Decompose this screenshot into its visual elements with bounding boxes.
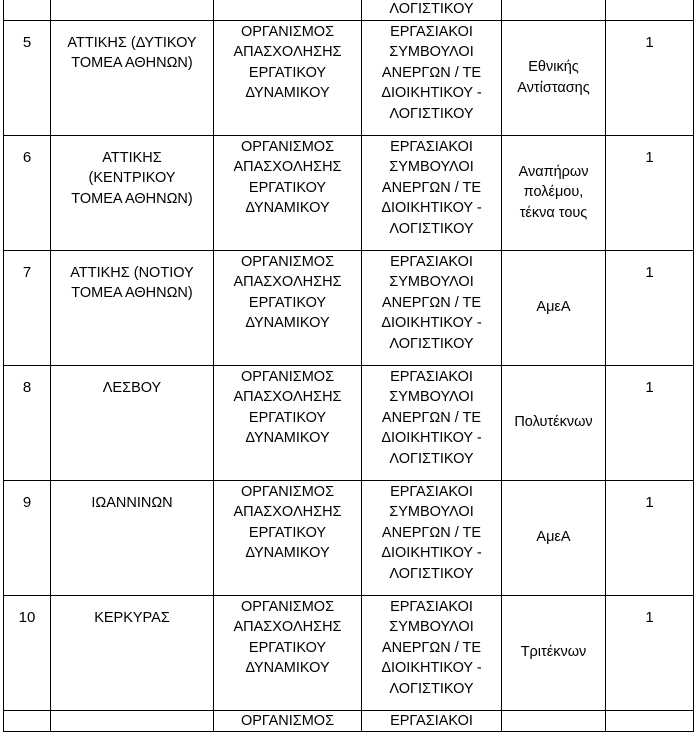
- organization-cell: [214, 595, 362, 710]
- category-cell-line: ΑμεΑ: [536, 299, 571, 316]
- specialty-cell: [362, 710, 502, 732]
- specialty-cell: [362, 365, 502, 480]
- count-cell: 1: [606, 135, 694, 250]
- category-cell-line: τέκνα τους: [519, 204, 588, 221]
- specialty-tail-text: ΛΟΓΙΣΤΙΚΟΥ: [389, 1, 474, 17]
- organization-cell-line: ΑΠΑΣΧΟΛΗΣΗΣ: [233, 44, 342, 60]
- count-cell: [606, 710, 694, 732]
- organization-cell-line: ΕΡΓΑΤΙΚΟΥ: [248, 294, 327, 311]
- category-cell: [502, 595, 606, 710]
- specialty-cell-line: ΕΡΓΑΣΙΑΚΟΙ: [390, 368, 473, 385]
- category-cell: [502, 365, 606, 480]
- organization-cell-line: ΔΥΝΑΜΙΚΟΥ: [245, 85, 330, 101]
- specialty-cell: [362, 0, 502, 20]
- region-cell: [51, 135, 214, 250]
- region-cell-line: ΑΤΤΙΚΗΣ (ΔΥΤΙΚΟΥ: [67, 34, 197, 51]
- organization-cell-line: ΑΠΑΣΧΟΛΗΣΗΣ: [233, 159, 342, 175]
- specialty-cell-line: ΔΙΟΙΚΗΤΙΚΟΥ -: [381, 200, 482, 216]
- positions-table: [3, 0, 694, 732]
- specialty-cell-line: ΔΙΟΙΚΗΤΙΚΟΥ -: [381, 315, 482, 331]
- specialty-cell-line: ΑΝΕΡΓΩΝ / ΤΕ: [381, 524, 482, 541]
- category-cell-line: Τριτέκνων: [520, 644, 587, 661]
- specialty-cell-line: ΑΝΕΡΓΩΝ / ΤΕ: [381, 179, 482, 196]
- category-cell: [502, 0, 606, 20]
- region-cell-line: ΚΕΡΚΥΡΑΣ: [94, 609, 170, 626]
- specialty-cell-line: ΛΟΓΙΣΤΙΚΟΥ: [389, 565, 474, 582]
- specialty-cell-head-text: ΕΡΓΑΣΙΑΚΟΙ: [390, 712, 473, 729]
- organization-cell-line: ΑΠΑΣΧΟΛΗΣΗΣ: [233, 274, 342, 290]
- specialty-cell-line: ΕΡΓΑΣΙΑΚΟΙ: [390, 23, 473, 40]
- region-cell: [51, 480, 214, 595]
- specialty-cell-line: ΛΟΓΙΣΤΙΚΟΥ: [389, 105, 474, 122]
- row-number: 10: [4, 595, 51, 710]
- table-row-partial-bottom: [4, 710, 694, 732]
- region-cell-line: ΤΟΜΕΑ ΑΘΗΝΩΝ): [71, 55, 193, 71]
- specialty-cell-line: ΣΥΜΒΟΥΛΟΙ: [389, 159, 474, 175]
- specialty-cell-line: ΛΟΓΙΣΤΙΚΟΥ: [389, 680, 474, 697]
- specialty-cell-line: ΛΟΓΙΣΤΙΚΟΥ: [389, 450, 474, 467]
- table-body: [4, 0, 694, 732]
- region-cell-line: ΤΟΜΕΑ ΑΘΗΝΩΝ): [71, 190, 193, 207]
- category-cell-line: Πολυτέκνων: [514, 414, 593, 431]
- num-cell: [4, 710, 51, 732]
- organization-cell-line: ΟΡΓΑΝΙΣΜΟΣ: [240, 368, 335, 385]
- specialty-cell-line: ΑΝΕΡΓΩΝ / ΤΕ: [381, 294, 482, 311]
- organization-cell-line: ΕΡΓΑΤΙΚΟΥ: [248, 409, 327, 426]
- region-cell-line: (ΚΕΝΤΡΙΚΟΥ: [88, 170, 176, 186]
- category-cell-line: πολέμου,: [523, 184, 584, 201]
- organization-cell: [214, 135, 362, 250]
- organization-cell: [214, 0, 362, 20]
- count-cell: 1: [606, 595, 694, 710]
- organization-cell-line: ΕΡΓΑΤΙΚΟΥ: [248, 639, 327, 656]
- num-cell: [4, 0, 51, 20]
- specialty-cell: [362, 20, 502, 135]
- specialty-cell-line: ΔΙΟΙΚΗΤΙΚΟΥ -: [381, 430, 482, 446]
- count-cell: 1: [606, 480, 694, 595]
- category-cell: [502, 710, 606, 732]
- table-row: [4, 20, 694, 135]
- region-cell-line: ΑΤΤΙΚΗΣ: [102, 149, 162, 166]
- organization-cell-line: ΔΥΝΑΜΙΚΟΥ: [245, 660, 330, 676]
- organization-cell: [214, 250, 362, 365]
- table-row: [4, 365, 694, 480]
- organization-cell-line: ΟΡΓΑΝΙΣΜΟΣ: [240, 23, 335, 40]
- specialty-cell-line: ΣΥΜΒΟΥΛΟΙ: [389, 44, 474, 60]
- table-row-partial-top: [4, 0, 694, 20]
- specialty-cell-line: ΕΡΓΑΣΙΑΚΟΙ: [390, 253, 473, 270]
- organization-cell-head-text: ΟΡΓΑΝΙΣΜΟΣ: [240, 712, 335, 729]
- category-cell-line: Εθνικής: [528, 59, 579, 75]
- table-row: [4, 595, 694, 710]
- organization-cell-line: ΕΡΓΑΤΙΚΟΥ: [248, 524, 327, 541]
- organization-cell-line: ΟΡΓΑΝΙΣΜΟΣ: [240, 598, 335, 615]
- category-cell: [502, 135, 606, 250]
- specialty-cell-line: ΕΡΓΑΣΙΑΚΟΙ: [390, 138, 473, 155]
- row-number: 5: [4, 20, 51, 135]
- organization-cell-line: ΟΡΓΑΝΙΣΜΟΣ: [240, 483, 335, 500]
- specialty-cell-line: ΕΡΓΑΣΙΑΚΟΙ: [390, 598, 473, 615]
- specialty-cell-line: ΔΙΟΙΚΗΤΙΚΟΥ -: [381, 85, 482, 101]
- organization-cell-line: ΟΡΓΑΝΙΣΜΟΣ: [240, 253, 335, 270]
- table-row: [4, 250, 694, 365]
- region-cell: [51, 595, 214, 710]
- organization-cell-line: ΕΡΓΑΤΙΚΟΥ: [248, 64, 327, 81]
- category-cell: [502, 250, 606, 365]
- organization-cell-line: ΑΠΑΣΧΟΛΗΣΗΣ: [233, 619, 342, 635]
- organization-cell-line: ΔΥΝΑΜΙΚΟΥ: [245, 315, 330, 331]
- category-cell: [502, 20, 606, 135]
- organization-cell-line: ΑΠΑΣΧΟΛΗΣΗΣ: [233, 504, 342, 520]
- specialty-cell-line: ΑΝΕΡΓΩΝ / ΤΕ: [381, 639, 482, 656]
- organization-cell: [214, 20, 362, 135]
- category-cell-line: Αντίστασης: [517, 79, 590, 96]
- specialty-cell-line: ΣΥΜΒΟΥΛΟΙ: [389, 504, 474, 520]
- specialty-cell-line: ΑΝΕΡΓΩΝ / ΤΕ: [381, 64, 482, 81]
- organization-cell-line: ΔΥΝΑΜΙΚΟΥ: [245, 545, 330, 561]
- organization-cell: [214, 710, 362, 732]
- table-row: [4, 135, 694, 250]
- row-number: 9: [4, 480, 51, 595]
- region-cell: [51, 0, 214, 20]
- organization-cell-line: ΕΡΓΑΤΙΚΟΥ: [248, 179, 327, 196]
- organization-cell: [214, 365, 362, 480]
- region-cell-line: ΑΤΤΙΚΗΣ (ΝΟΤΙΟΥ: [70, 264, 194, 281]
- count-cell: 1: [606, 20, 694, 135]
- specialty-cell-line: ΣΥΜΒΟΥΛΟΙ: [389, 619, 474, 635]
- organization-cell-line: ΟΡΓΑΝΙΣΜΟΣ: [240, 138, 335, 155]
- category-cell-line: Αναπήρων: [518, 163, 589, 180]
- specialty-cell-line: ΛΟΓΙΣΤΙΚΟΥ: [389, 220, 474, 237]
- count-cell: [606, 0, 694, 20]
- specialty-cell: [362, 135, 502, 250]
- region-cell: [51, 20, 214, 135]
- specialty-cell-line: ΑΝΕΡΓΩΝ / ΤΕ: [381, 409, 482, 426]
- category-cell-line: ΑμεΑ: [536, 529, 571, 546]
- organization-cell-line: ΑΠΑΣΧΟΛΗΣΗΣ: [233, 389, 342, 405]
- region-cell: [51, 710, 214, 732]
- region-cell: [51, 250, 214, 365]
- specialty-cell: [362, 595, 502, 710]
- row-number: 8: [4, 365, 51, 480]
- region-cell-line: ΛΕΣΒΟΥ: [102, 379, 162, 396]
- table-row: [4, 480, 694, 595]
- count-cell: 1: [606, 250, 694, 365]
- specialty-cell-line: ΕΡΓΑΣΙΑΚΟΙ: [390, 483, 473, 500]
- specialty-cell-line: ΛΟΓΙΣΤΙΚΟΥ: [389, 335, 474, 352]
- specialty-cell: [362, 480, 502, 595]
- organization-cell-line: ΔΥΝΑΜΙΚΟΥ: [245, 430, 330, 446]
- specialty-cell-line: ΔΙΟΙΚΗΤΙΚΟΥ -: [381, 545, 482, 561]
- category-cell: [502, 480, 606, 595]
- specialty-cell-line: ΔΙΟΙΚΗΤΙΚΟΥ -: [381, 660, 482, 676]
- organization-cell-line: ΔΥΝΑΜΙΚΟΥ: [245, 200, 330, 216]
- specialty-cell-line: ΣΥΜΒΟΥΛΟΙ: [389, 274, 474, 290]
- specialty-cell: [362, 250, 502, 365]
- row-number: 7: [4, 250, 51, 365]
- row-number: 6: [4, 135, 51, 250]
- region-cell: [51, 365, 214, 480]
- count-cell: 1: [606, 365, 694, 480]
- specialty-cell-line: ΣΥΜΒΟΥΛΟΙ: [389, 389, 474, 405]
- organization-cell: [214, 480, 362, 595]
- region-cell-line: ΤΟΜΕΑ ΑΘΗΝΩΝ): [71, 285, 193, 301]
- region-cell-line: ΙΩΑΝΝΙΝΩΝ: [91, 494, 173, 511]
